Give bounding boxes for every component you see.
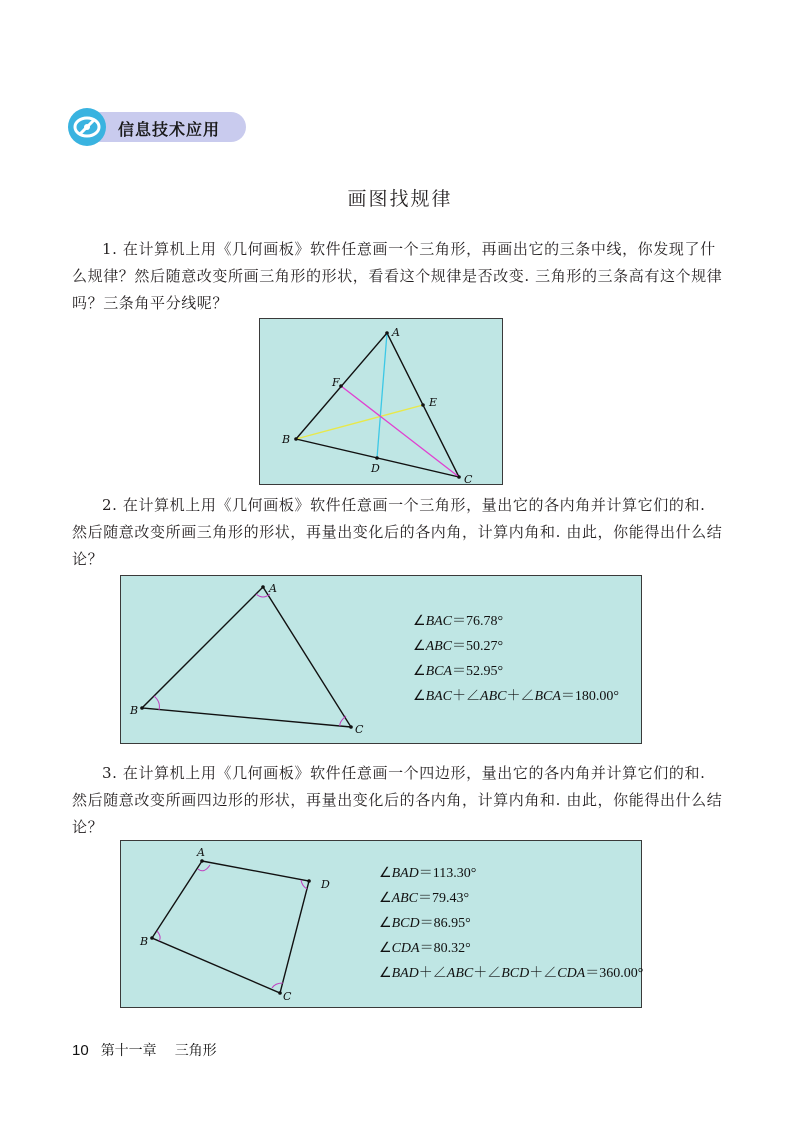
section-tag-label: 信息技术应用 <box>118 120 221 139</box>
measure-line: ∠BAD＝113.30° <box>379 866 477 881</box>
paragraph-3: 3. 在计算机上用《几何画板》软件任意画一个四边形，量出它的各内角并计算它们的和. 然后随意改变所画四边形的形状，再量出变化后的各内角，计算内角和. 由此，你能得出什么结论？ <box>72 764 723 836</box>
chapter-title: 三角形 <box>174 1043 217 1059</box>
measure-line: ∠ABC＝79.43° <box>379 891 470 906</box>
label-c: C <box>355 723 364 736</box>
label-c: C <box>283 990 292 1003</box>
label-f: F <box>332 376 340 389</box>
measure-sum: ∠BAD＋∠ABC＋∠BCD＋∠CDA＝360.00° <box>379 966 644 981</box>
page-number: 10 <box>72 1042 89 1059</box>
page-footer <box>72 1040 217 1060</box>
label-a: A <box>197 846 205 859</box>
median-from-a <box>377 333 387 458</box>
measure-line: ∠BCD＝86.95° <box>379 916 471 931</box>
quadrilateral-abcd <box>152 861 309 993</box>
label-e: E <box>429 396 438 409</box>
angle-mark-b <box>154 696 159 710</box>
angle-mark-b <box>157 931 160 941</box>
figure-quadrilateral-angles <box>120 840 642 1008</box>
figure-medians <box>259 318 503 485</box>
measure-line: ∠BAC＝76.78° <box>413 614 504 629</box>
info-tech-icon <box>68 108 106 146</box>
angle-mark-d <box>301 880 307 889</box>
label-d: D <box>321 878 330 891</box>
paragraph-1: 1. 在计算机上用《几何画板》软件任意画一个三角形，再画出它的三条中线，你发现了什么规律？然后随意改变所画三角形的形状，看看这个规律是否改变. 三角形的三条高有这个规律吗？三条角平分线呢？ <box>72 240 723 312</box>
label-a: A <box>269 582 277 595</box>
label-c: C <box>464 473 473 486</box>
measure-sum: ∠BAC＋∠ABC＋∠BCA＝180.00° <box>413 689 620 704</box>
triangle-abc <box>142 587 351 727</box>
angle-mark-a <box>198 865 210 871</box>
page-title: 画图找规律 <box>347 188 453 210</box>
section-tag <box>68 108 246 146</box>
label-b: B <box>282 433 291 446</box>
chapter-number: 第十一章 <box>100 1043 157 1059</box>
figure-triangle-angles <box>120 575 642 744</box>
paragraph-2: 2. 在计算机上用《几何画板》软件任意画一个三角形，量出它的各内角并计算它们的和. 然后随意改变所画三角形的形状，再量出变化后的各内角，计算内角和. 由此，你能得出什么结论？ <box>72 496 723 568</box>
label-b: B <box>140 935 149 948</box>
label-a: A <box>392 326 400 339</box>
measure-line: ∠BCA＝52.95° <box>413 664 504 679</box>
measure-line: ∠CDA＝80.32° <box>379 941 471 956</box>
label-b: B <box>130 704 139 717</box>
label-d: D <box>371 462 380 475</box>
measure-line: ∠ABC＝50.27° <box>413 639 504 654</box>
